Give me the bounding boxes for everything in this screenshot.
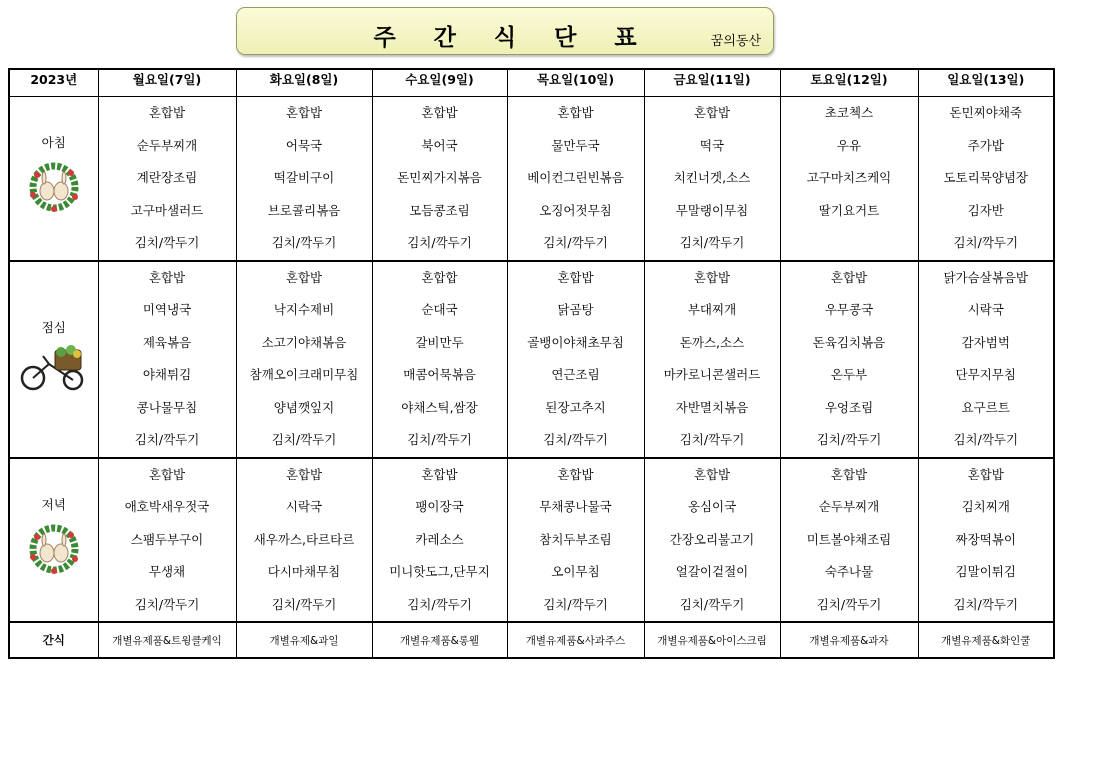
day-header: 월요일(7일) (98, 69, 236, 97)
menu-cell (372, 261, 507, 458)
menu-item: 소고기야채볶음 (261, 334, 347, 350)
menu-cell (507, 261, 644, 458)
menu-item: 미역냉국 (142, 302, 192, 317)
menu-item: 무말랭이무침 (675, 202, 749, 218)
menu-item: 시락국 (967, 302, 1004, 317)
menu-item: 간장오리불고기 (669, 531, 755, 547)
menu-item: 닭곰탕 (557, 302, 594, 317)
menu-item: 주가밥 (967, 137, 1004, 153)
menu-cell (507, 97, 644, 261)
menu-item: 어묵국 (285, 137, 323, 153)
menu-item: 김말이튀김 (955, 564, 1016, 579)
snack-cell: 개별유제품&아이스크림 (644, 622, 780, 658)
menu-item: 순두부찌개 (136, 137, 198, 153)
menu-item: 자반멸치볶음 (675, 399, 749, 415)
year-header: 2023년 (9, 69, 98, 97)
menu-item: 마카로니콘샐러드 (663, 367, 761, 382)
menu-item: 골뱅이야채초무침 (527, 334, 624, 350)
menu-cell (780, 458, 918, 623)
menu-item: 김치/깍두기 (953, 596, 1019, 612)
menu-item: 고구마치즈케익 (806, 170, 892, 185)
menu-item: 참깨오이크래미무침 (249, 367, 359, 382)
menu-item: 무채콩나물국 (539, 499, 612, 514)
menu-item: 혼합밥 (830, 269, 868, 285)
menu-item: 순두부찌개 (818, 499, 880, 514)
menu-item: 돈까스,소스 (679, 334, 745, 350)
menu-item: 미트볼야채조림 (806, 531, 892, 547)
day-header: 일요일(13일) (918, 69, 1054, 97)
menu-cell (918, 458, 1054, 623)
menu-item: 혼합밥 (148, 466, 186, 482)
menu-item: 고구마샐러드 (130, 202, 204, 218)
menu-item: 양념깻잎지 (273, 399, 335, 415)
menu-cell (780, 261, 918, 458)
snack-cell: 개별유제&과일 (236, 622, 372, 658)
daycare-name: 꿈의동산 (710, 34, 761, 49)
menu-item: 참치두부조림 (539, 531, 612, 547)
menu-item: 온두부 (830, 367, 868, 382)
menu-item: 북어국 (421, 137, 458, 153)
menu-item: 김치/깍두기 (407, 596, 472, 612)
menu-item: 혼합밥 (421, 466, 458, 482)
menu-item: 김치/깍두기 (543, 432, 608, 447)
menu-item: 모듬콩조림 (409, 202, 470, 218)
bunny-wreath-icon (10, 521, 98, 581)
page-title: 주 간 식 단 표 (373, 25, 637, 51)
menu-item: 혼합합 (421, 269, 458, 285)
snack-cell: 개별유제품&과자 (780, 622, 918, 658)
menu-item: 돈민찌가지볶음 (397, 170, 482, 185)
menu-cell (507, 458, 644, 623)
menu-item: 순대국 (421, 302, 458, 317)
menu-cell (780, 97, 918, 261)
menu-item: 야채튀김 (142, 367, 192, 382)
menu-item: 다시마채무침 (267, 564, 341, 579)
menu-item: 제육볶음 (142, 334, 192, 350)
menu-item: 김치/깍두기 (271, 235, 337, 250)
menu-item: 김치/깍두기 (271, 596, 337, 612)
menu-item: 새우까스,타르타르 (253, 531, 355, 547)
menu-cell (98, 458, 236, 623)
title-banner (236, 7, 774, 55)
menu-item: 도토리묵양념장 (943, 170, 1029, 185)
meal-row (9, 97, 1054, 261)
meal-row (9, 261, 1054, 458)
snack-label: 간식 (9, 622, 98, 658)
day-header: 화요일(8일) (236, 69, 372, 97)
menu-item: 감자범벅 (961, 334, 1010, 350)
menu-item: 김치/깍두기 (407, 235, 472, 250)
menu-item: 숙주나물 (824, 564, 874, 579)
menu-item: 베이컨그린빈볶음 (527, 170, 624, 185)
menu-cell (236, 458, 372, 623)
menu-item: 혼합밥 (557, 269, 594, 285)
menu-item: 치킨너겟,소스 (673, 170, 751, 185)
menu-item: 우엉조림 (824, 399, 874, 415)
menu-item: 낙지수제비 (273, 302, 335, 317)
menu-item: 혼합밥 (148, 269, 186, 285)
menu-cell (236, 97, 372, 261)
menu-item: 닭가슴살볶음밥 (943, 269, 1029, 285)
menu-item: 야채스틱,쌈장 (401, 399, 478, 415)
menu-item: 김치/깍두기 (134, 235, 200, 250)
menu-item: 김치찌개 (961, 499, 1010, 514)
menu-cell (918, 97, 1054, 261)
menu-item: 갈비만두 (415, 334, 464, 350)
menu-item: 김치/깍두기 (134, 596, 200, 612)
menu-item: 김치/깍두기 (543, 596, 608, 612)
snack-cell: 개별유제품&롱웰 (372, 622, 507, 658)
menu-item: 애호박새우젓국 (124, 499, 210, 514)
menu-item: 김치/깍두기 (816, 432, 882, 447)
menu-item: 된장고추지 (545, 399, 606, 415)
menu-cell (644, 97, 780, 261)
menu-item: 혼합밥 (557, 105, 594, 120)
menu-item: 혼합밥 (285, 466, 323, 482)
menu-item: 브로콜리볶음 (267, 202, 341, 218)
menu-item: 오징어젓무침 (539, 202, 612, 218)
menu-item: 김치/깍두기 (543, 235, 608, 250)
menu-item: 요구르트 (961, 399, 1010, 415)
meal-label: 아침 (41, 135, 66, 151)
day-header: 토요일(12일) (780, 69, 918, 97)
menu-item: 혼합밥 (285, 105, 323, 120)
menu-item: 김치/깍두기 (271, 432, 337, 447)
menu-item: 우무콩국 (824, 302, 874, 317)
header-row (9, 69, 1054, 97)
menu-item: 김치/깍두기 (953, 432, 1019, 447)
menu-item: 혼합밥 (967, 466, 1004, 482)
menu-item: 매콤어묵볶음 (403, 367, 476, 382)
day-header: 금요일(11일) (644, 69, 780, 97)
menu-item: 초코첵스 (824, 105, 874, 120)
menu-item: 우유 (836, 137, 862, 153)
menu-item: 김치/깍두기 (679, 596, 745, 612)
menu-item: 계란장조림 (136, 170, 198, 185)
menu-item: 혼합밥 (421, 105, 458, 120)
snack-cell: 개별유제품&화인쿨 (918, 622, 1054, 658)
menu-item: 돈민찌야채죽 (949, 105, 1022, 120)
menu-item (781, 227, 918, 260)
menu-item: 부대찌개 (687, 302, 737, 317)
menu-item: 혼합밥 (557, 466, 594, 482)
snack-cell: 개별유제품&트윙클케익 (98, 622, 236, 658)
menu-cell (372, 458, 507, 623)
menu-item: 김치/깍두기 (816, 596, 882, 612)
menu-item: 단무지무침 (955, 367, 1016, 382)
menu-item: 짜장떡볶이 (955, 531, 1016, 547)
menu-item: 김자반 (967, 202, 1004, 218)
menu-item: 떡국 (699, 137, 725, 153)
bicycle-cart-icon (10, 344, 98, 396)
menu-item: 무생채 (148, 564, 186, 579)
menu-item: 돈육김치볶음 (812, 334, 886, 350)
menu-cell (372, 97, 507, 261)
menu-item: 콩나물무침 (136, 399, 198, 415)
menu-item: 혼합밥 (693, 269, 731, 285)
menu-item: 김치/깍두기 (407, 432, 472, 447)
menu-item: 물만두국 (551, 137, 600, 153)
menu-item: 팽이장국 (415, 499, 464, 514)
menu-item: 김치/깍두기 (679, 235, 745, 250)
menu-item: 얼갈이겉절이 (675, 564, 749, 579)
menu-cell (236, 261, 372, 458)
menu-item: 혼합밥 (693, 466, 731, 482)
snack-cell: 개별유제품&사과주스 (507, 622, 644, 658)
menu-item: 딸기요거트 (818, 202, 880, 218)
menu-item: 떡갈비구이 (273, 170, 335, 185)
menu-item: 혼합밥 (830, 466, 868, 482)
menu-cell (644, 458, 780, 623)
bunny-wreath-icon (10, 159, 98, 219)
menu-item: 스팸두부구이 (130, 531, 204, 547)
meal-label-cell (9, 458, 98, 623)
meal-row (9, 458, 1054, 623)
menu-item: 김치/깍두기 (134, 432, 200, 447)
menu-item: 혼합밥 (285, 269, 323, 285)
menu-cell (644, 261, 780, 458)
snack-row (9, 622, 1054, 658)
day-header: 목요일(10일) (507, 69, 644, 97)
day-header: 수요일(9일) (372, 69, 507, 97)
menu-item: 혼합밥 (693, 105, 731, 120)
menu-item: 연근조림 (551, 367, 600, 382)
menu-item: 시락국 (285, 499, 323, 514)
menu-cell (98, 261, 236, 458)
weekly-menu-table (8, 68, 1055, 659)
menu-item: 미니핫도그,단무지 (389, 564, 490, 579)
menu-item: 김치/깍두기 (679, 432, 745, 447)
menu-cell (98, 97, 236, 261)
meal-label-cell (9, 261, 98, 458)
menu-item: 혼합밥 (148, 105, 186, 120)
menu-cell (918, 261, 1054, 458)
menu-item: 김치/깍두기 (953, 235, 1019, 250)
menu-item: 카레소스 (415, 531, 464, 547)
menu-item: 오이무침 (551, 564, 600, 579)
meal-label: 점심 (41, 320, 66, 335)
meal-label-cell (9, 97, 98, 261)
meal-label: 저녁 (41, 496, 66, 512)
menu-item: 옹심이국 (687, 499, 737, 514)
